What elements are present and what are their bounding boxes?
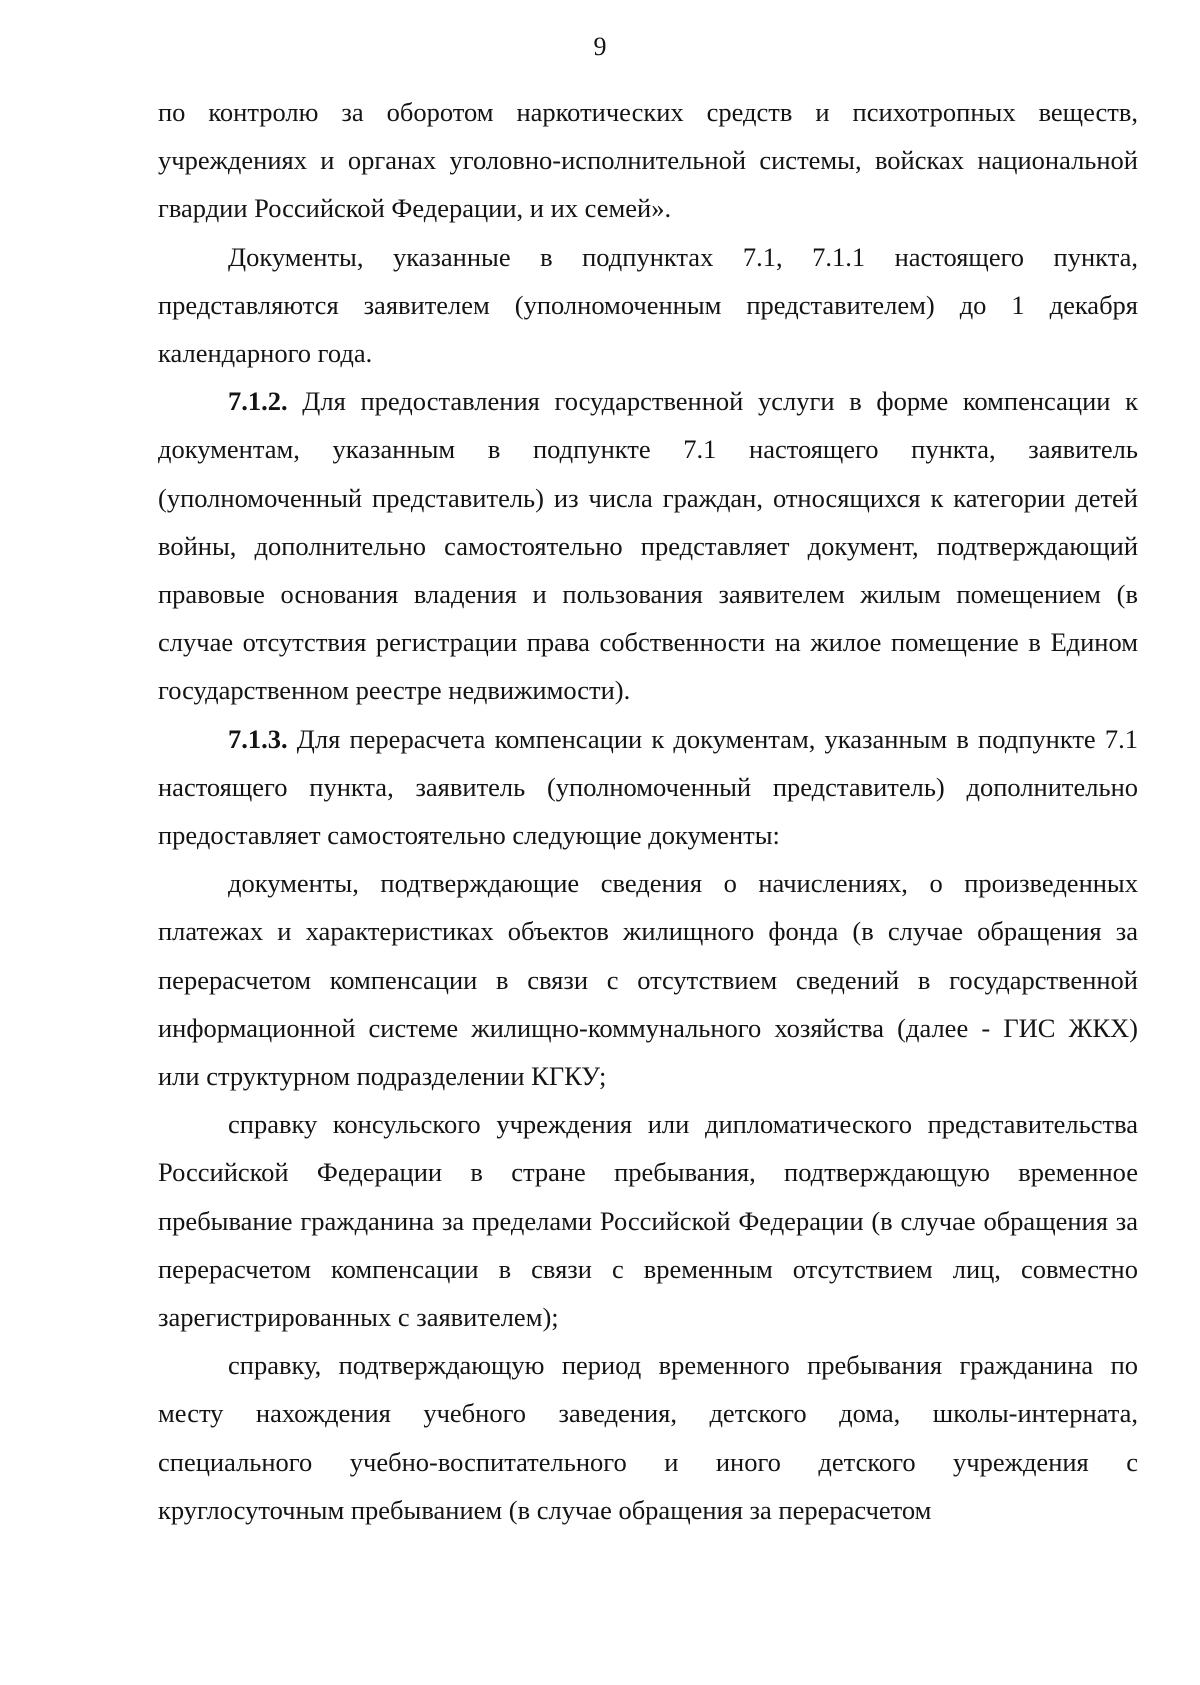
page-number: 9 — [593, 32, 607, 61]
clause-text-7-1-2: Для предоставления государственной услуги в форме компенсации к документам, указанным в подпункте 7.1 настоящего пункта, заявитель (уполномоченный представитель) из числа граждан, относящихся к категории детей войны, дополнительно самостоятельно представляет документ, подтверждающий правовые основания владения и пользования заявителем жилым помещением (в случае отсутствия регистрации права собственности на жилое помещение в Едином государственном реестре недвижимости). — [158, 386, 1138, 706]
clause-text-7-1-3: Для перерасчета компенсации к документам, указанным в подпункте 7.1 настоящего пункта, заявитель (уполномоченный представитель) дополнительно предоставляет самостоятельно следующие документы: — [158, 723, 1138, 851]
paragraph-7-1-2 — [158, 377, 1138, 714]
clause-number-7-1-2: 7.1.2. — [228, 386, 288, 417]
paragraph-7-1-3 — [158, 715, 1138, 860]
paragraph-continuation: по контролю за оборотом наркотических средств и психотропных веществ, учреждениях и органах уголовно-исполнительной системы, войсках национальной гвардии Российской Федерации, и их семей». — [158, 97, 1138, 224]
paragraph-payment-documents: документы, подтверждающие сведения о начислениях, о произведенных платежах и характеристиках объектов жилищного фонда (в случае обращения за перерасчетом компенсации в связи с отсутствием сведений в государственной информационной системе жилищно-коммунального хозяйства (далее - ГИС ЖКХ) или структурном подразделении КГКУ; — [158, 868, 1138, 1092]
paragraph-stay-certificate: справку, подтверждающую период временного пребывания гражданина по месту нахождения учебного заведения, детского дома, школы-интерната, специального учебно-воспитательного и иного детского учреждения с круглосуточным пребыванием (в случае обращения за перерасчетом — [158, 1350, 1138, 1525]
paragraph-consular-certificate: справку консульского учреждения или дипломатического представительства Российской Федерации в стране пребывания, подтверждающую временное пребывание гражданина за пределами Российской Федерации (в случае обращения за перерасчетом компенсации в связи с временным отсутствием лиц, совместно зарегистрированных с заявителем); — [158, 1109, 1138, 1333]
paragraph-documents-deadline: Документы, указанные в подпунктах 7.1, 7.1.1 настоящего пункта, представляются заявителем (уполномоченным представителем) до 1 декабря календарного года. — [158, 241, 1138, 369]
clause-number-7-1-3: 7.1.3. — [228, 723, 288, 754]
document-body — [158, 88, 1138, 1534]
